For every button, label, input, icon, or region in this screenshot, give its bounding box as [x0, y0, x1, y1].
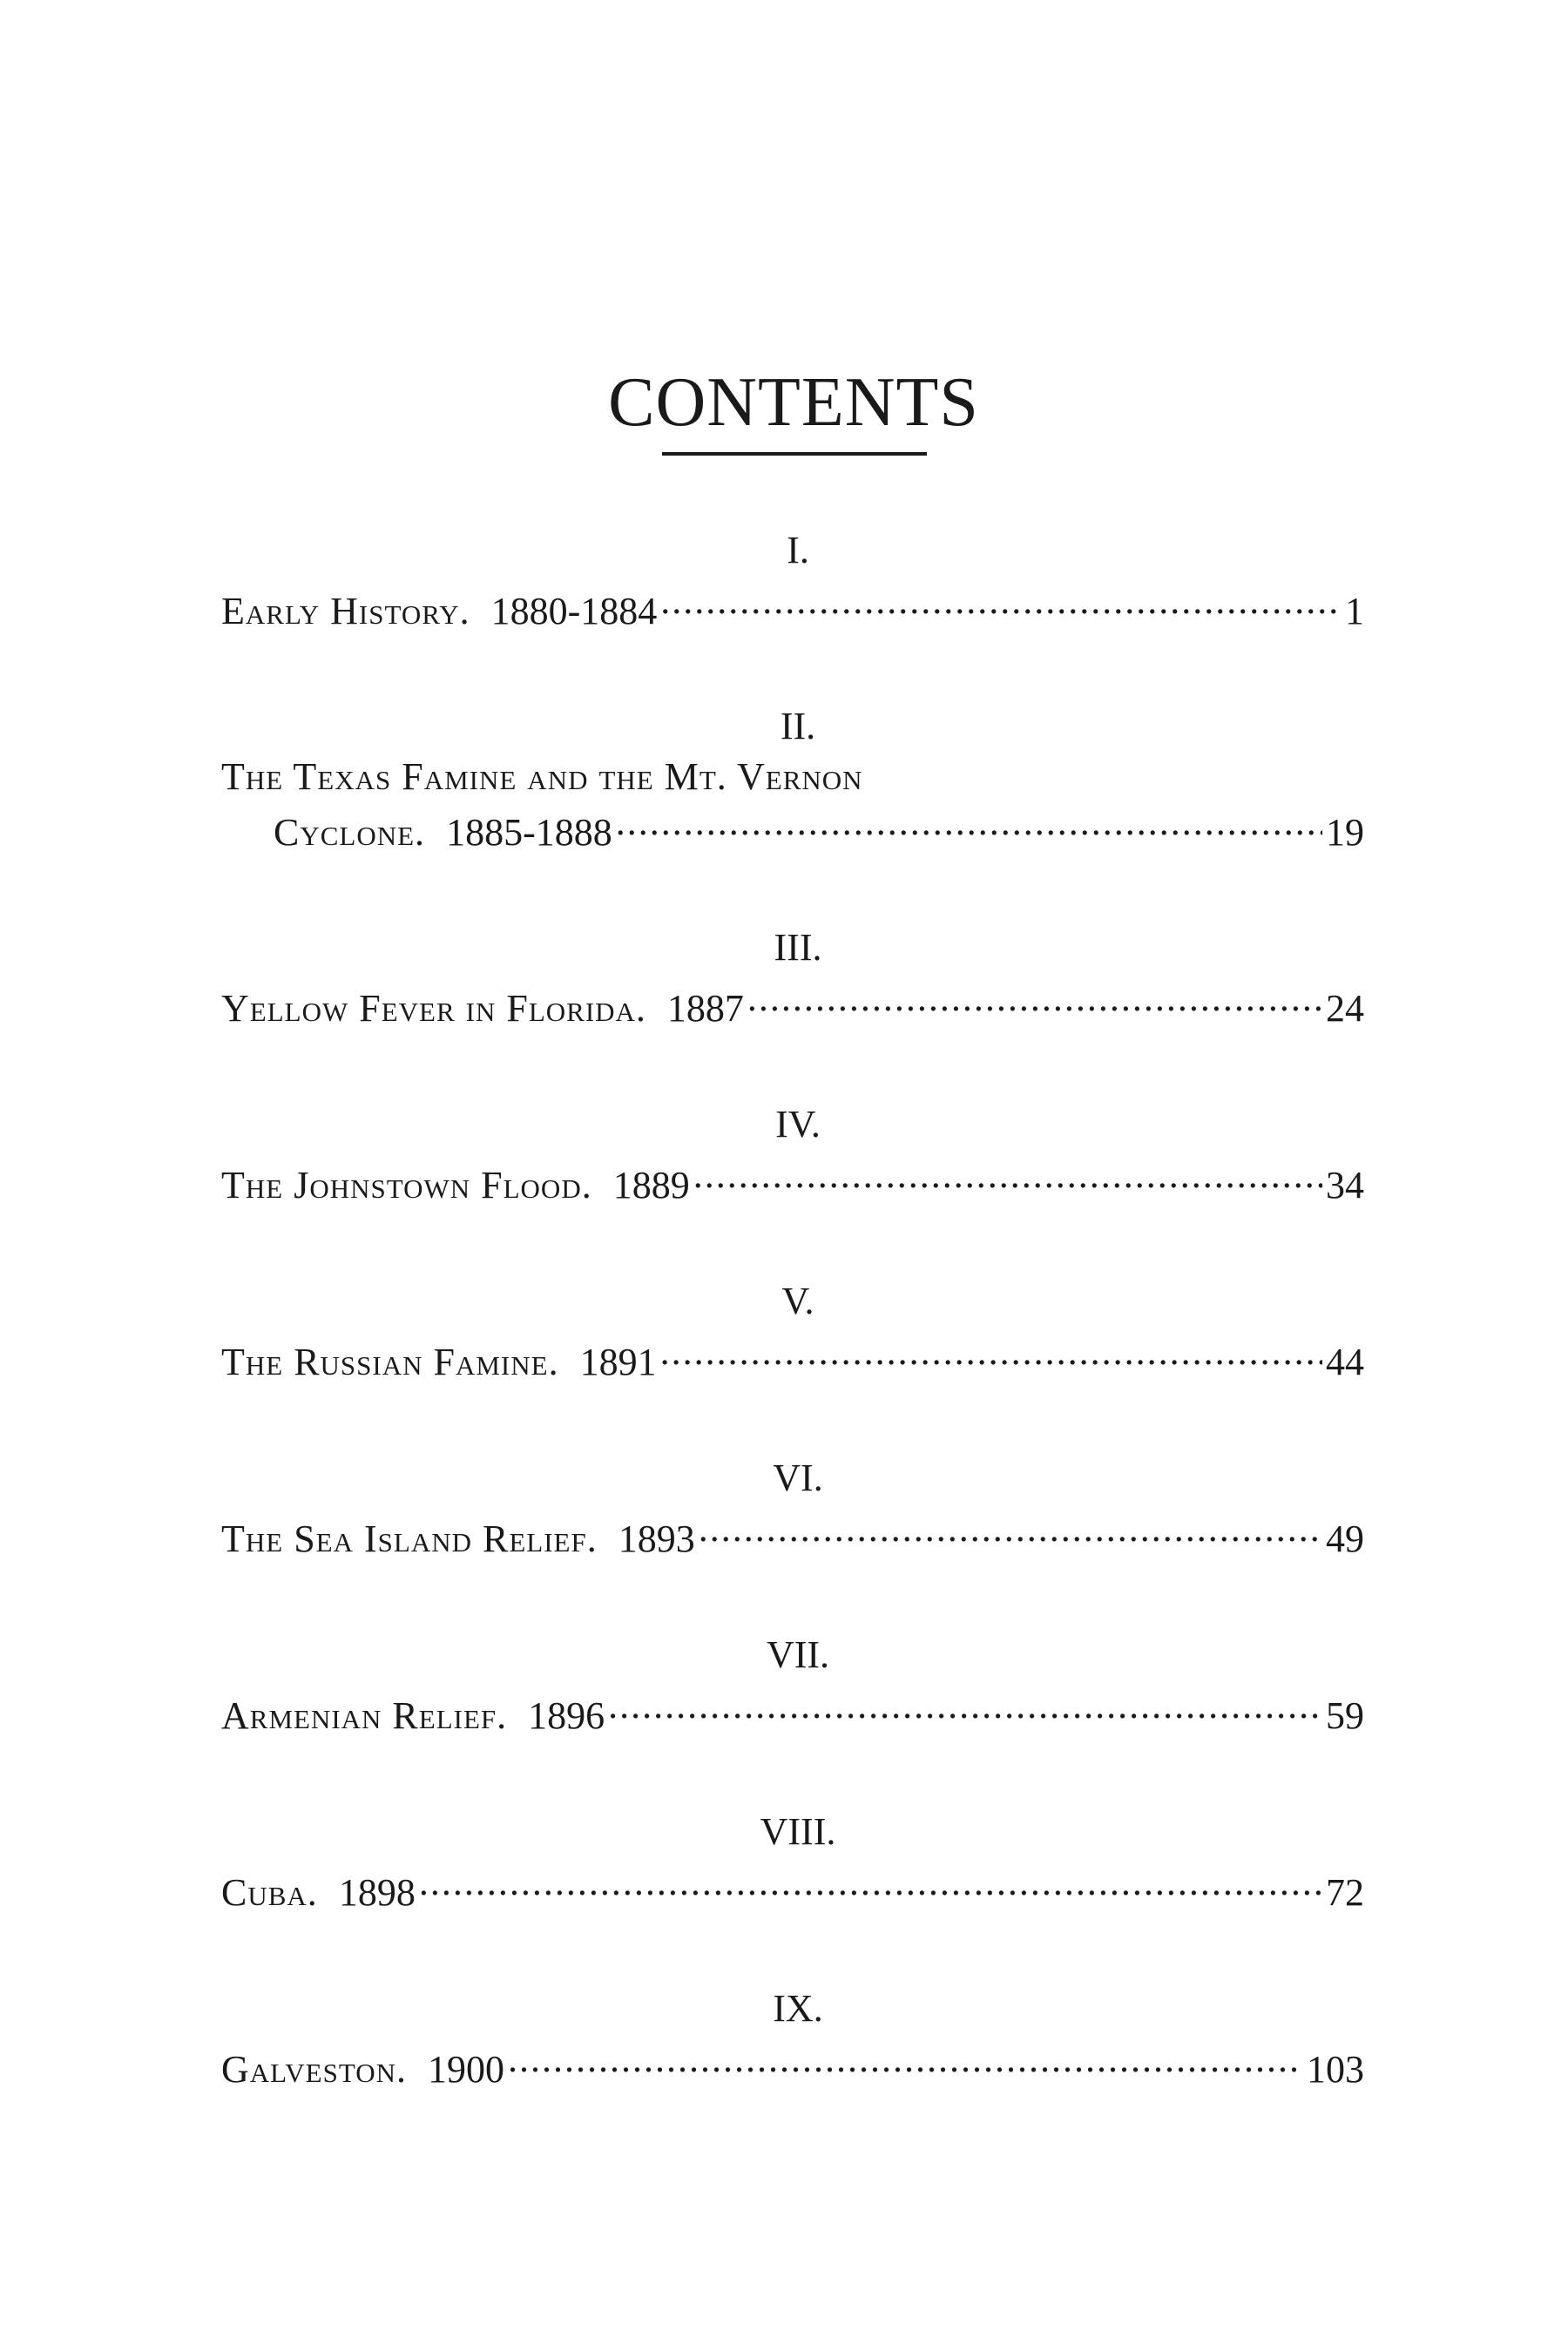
- chapter-numeral: I.: [787, 529, 809, 571]
- toc-chapter-3: [221, 920, 1364, 1031]
- toc-entry[interactable]: [221, 1152, 1364, 1208]
- dot-leader: [660, 1329, 1322, 1375]
- toc-entry[interactable]: [221, 1506, 1364, 1562]
- chapter-years: 1885-1888: [446, 811, 612, 854]
- toc-chapter-4: [221, 1097, 1364, 1208]
- chapter-years: 1900: [427, 2048, 504, 2091]
- chapter-years: 1893: [618, 1517, 695, 1560]
- dot-leader: [419, 1860, 1322, 1905]
- chapter-title-line-1: The Texas Famine and the Mt. Vernon: [221, 755, 863, 798]
- dot-leader: [616, 800, 1322, 845]
- toc-entry[interactable]: [221, 1860, 1364, 1916]
- chapter-years: 1887: [666, 987, 744, 1030]
- dot-leader: [608, 1683, 1322, 1728]
- chapter-title: Yellow Fever in Florida.: [221, 987, 646, 1030]
- chapter-title: Cuba.: [221, 1871, 318, 1914]
- toc-entry[interactable]: [221, 976, 1364, 1031]
- dot-leader: [508, 2037, 1303, 2082]
- chapter-years: 1889: [612, 1164, 690, 1206]
- chapter-title: Armenian Relief.: [221, 1694, 508, 1737]
- chapter-title: Early History.: [221, 590, 470, 632]
- toc-chapter-5: [221, 1274, 1364, 1385]
- chapter-years: 1891: [579, 1341, 657, 1383]
- chapter-numeral: IX.: [773, 1987, 823, 2030]
- toc-chapter-8: [221, 1804, 1364, 1916]
- page-number: 49: [1326, 1517, 1364, 1560]
- page-number: 34: [1326, 1164, 1364, 1206]
- page-number: 24: [1326, 987, 1364, 1030]
- page-number: 19: [1326, 811, 1364, 854]
- toc-entry[interactable]: [221, 1329, 1364, 1385]
- chapter-title: The Sea Island Relief.: [221, 1517, 598, 1560]
- dot-leader: [699, 1506, 1322, 1551]
- toc-chapter-9: [221, 1981, 1364, 2092]
- chapter-numeral: VIII.: [760, 1810, 836, 1853]
- toc-entry[interactable]: [221, 800, 1364, 855]
- chapter-years: 1898: [338, 1871, 416, 1914]
- chapter-numeral: IV.: [775, 1103, 821, 1146]
- toc-entry[interactable]: [221, 2037, 1364, 2092]
- page-number: 1: [1345, 590, 1364, 632]
- chapter-numeral: VII.: [766, 1633, 830, 1676]
- title-rule: [662, 452, 927, 456]
- page-number: 44: [1326, 1341, 1364, 1383]
- toc-chapter-6: [221, 1450, 1364, 1562]
- toc-entry[interactable]: [221, 1683, 1364, 1739]
- toc-chapter-2: [221, 699, 1364, 855]
- chapter-title: The Johnstown Flood.: [221, 1164, 592, 1206]
- page-title: CONTENTS: [608, 363, 979, 441]
- chapter-numeral: V.: [781, 1280, 814, 1322]
- toc-chapter-1: [221, 523, 1364, 634]
- chapter-title: Galveston.: [221, 2048, 407, 2091]
- chapter-title: The Russian Famine.: [221, 1341, 559, 1383]
- page-number: 103: [1307, 2048, 1364, 2091]
- chapter-numeral: II.: [780, 705, 816, 747]
- dot-leader: [693, 1152, 1322, 1198]
- dot-leader: [747, 976, 1322, 1021]
- toc-entry[interactable]: [221, 578, 1364, 634]
- chapter-years: 1896: [528, 1694, 605, 1737]
- dot-leader: [660, 578, 1342, 624]
- chapter-numeral: III.: [774, 926, 822, 969]
- chapter-numeral: VI.: [773, 1456, 823, 1499]
- chapter-title: Cyclone.: [274, 811, 426, 854]
- page-number: 59: [1326, 1694, 1364, 1737]
- page-number: 72: [1326, 1871, 1364, 1914]
- toc-chapter-7: [221, 1627, 1364, 1739]
- chapter-years: 1880-1884: [490, 590, 658, 632]
